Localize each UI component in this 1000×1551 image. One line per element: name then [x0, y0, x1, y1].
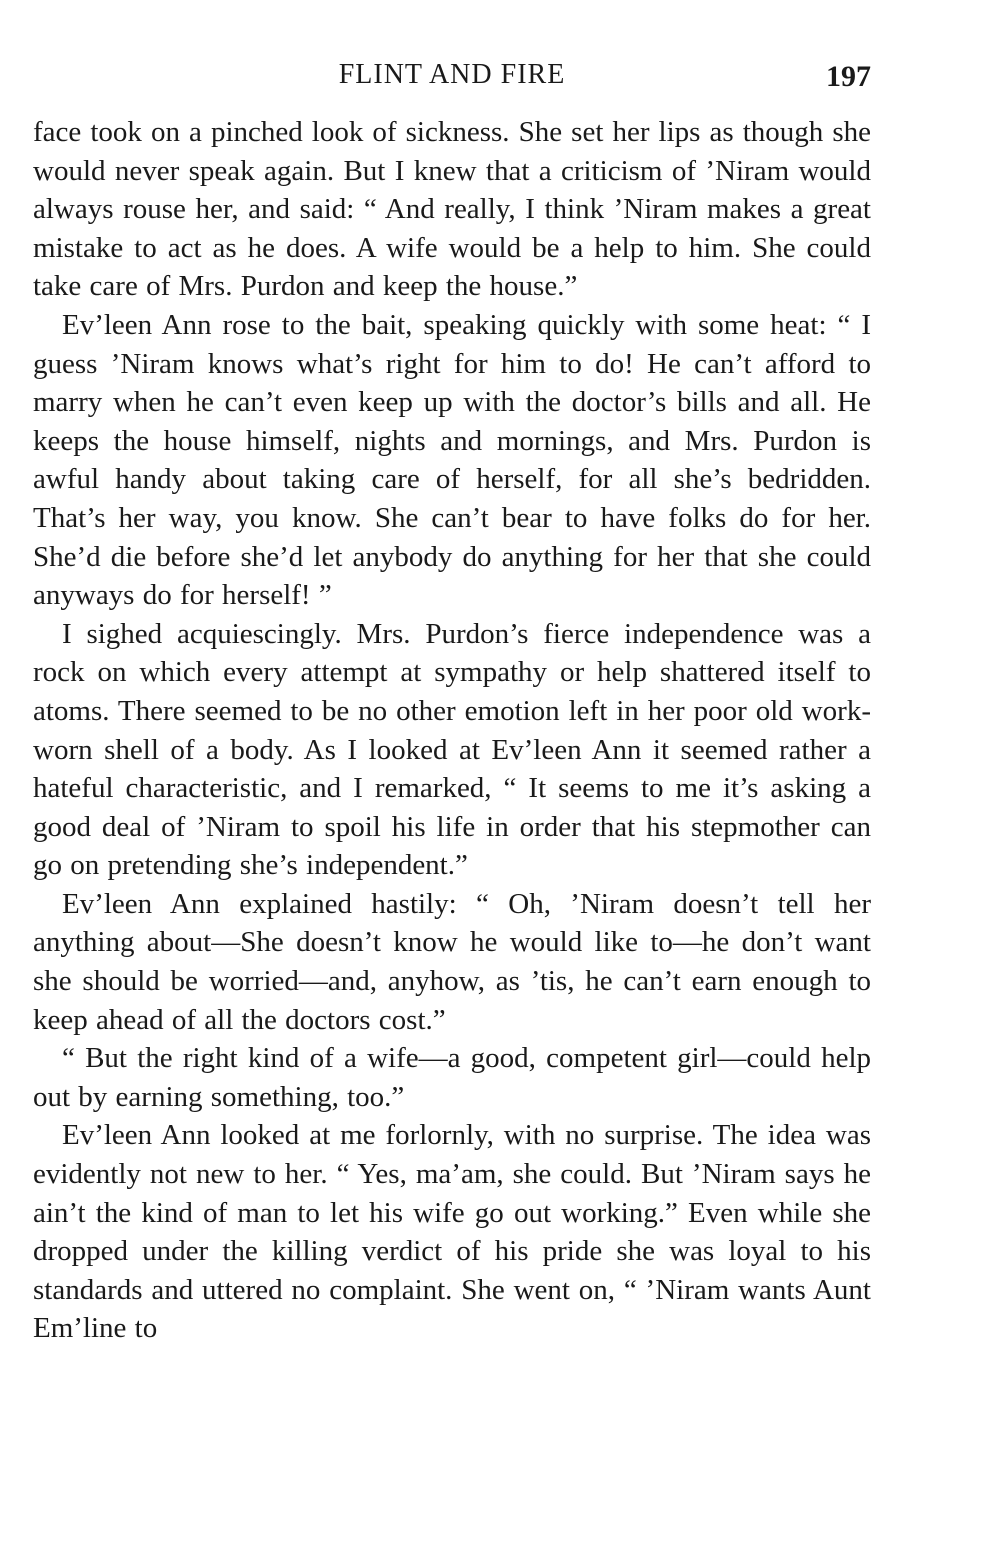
paragraph-4: Ev’leen Ann explained hastily: “ Oh, ’Niram doesn’t tell her anything about—She doesn’t know he would like to—he don’t want she should be worried—and, anyhow, as ’tis, he can’t earn enough to keep ahead of all the doctors cost.” [33, 887, 871, 1036]
running-header [33, 58, 871, 92]
paragraph-5: “ But the right kind of a wife—a good, competent girl—could help out by earning something, too.” [33, 1042, 871, 1113]
running-title: FLINT AND FIRE [338, 59, 566, 90]
paragraph-6: Ev’leen Ann looked at me forlornly, with no surprise. The idea was evidently not new to her. “ Yes, ma’am, she could. But ’Niram says he ain’t the kind of man to let his wife go out working.” Even while she dropped under the killing verdict of his pride she was loyal to his standards and uttered no complaint. She went on, “ ’Niram wants Aunt Em’line to [33, 1119, 871, 1345]
paragraph-3: I sighed acquiescingly. Mrs. Purdon’s fierce independence was a rock on which every attempt at sympathy or help shattered itself to atoms. There seemed to be no other emotion left in her poor old work-worn shell of a body. As I looked at Ev’leen Ann it seemed rather a hateful characteristic, and I remarked, “ It seems to me it’s asking a good deal of ’Niram to spoil his life in order that his stepmother can go on pretending she’s independent.” [33, 617, 871, 882]
paragraph-2: Ev’leen Ann rose to the bait, speaking quickly with some heat: “ I guess ’Niram knows what’s right for him to do! He can’t afford to marry when he can’t even keep up with the doctor’s bills and all. He keeps the house himself, nights and mornings, and Mrs. Purdon is awful handy about taking care of herself, for all she’s bedridden. That’s her way, you know. She can’t bear to have folks do for her. She’d die before she’d let anybody do anything for her that she could anyways do for herself! ” [33, 308, 871, 612]
body-text [33, 113, 871, 1348]
paragraph-1: face took on a pinched look of sickness. She set her lips as though she would never speak again. But I knew that a criticism of ’Niram would always rouse her, and said: “ And really, I think ’Niram makes a great mistake to act as he does. A wife would be a help to him. She could take care of Mrs. Purdon and keep the house.” [33, 116, 871, 303]
page-number: 197 [826, 60, 871, 93]
